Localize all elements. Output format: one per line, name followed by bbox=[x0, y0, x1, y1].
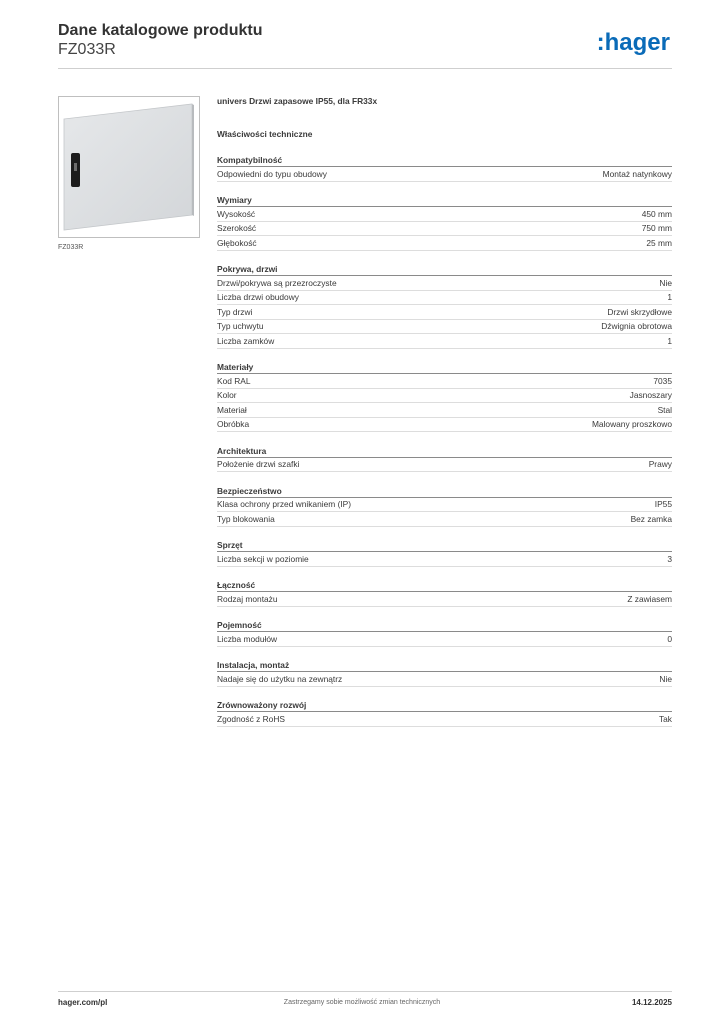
spec-group-title: Wymiary bbox=[217, 194, 672, 207]
spec-value: 3 bbox=[667, 553, 672, 564]
image-caption: FZ033R bbox=[58, 244, 84, 251]
spec-label: Głębokość bbox=[217, 237, 257, 248]
product-code: FZ033R bbox=[58, 41, 116, 58]
spec-row bbox=[217, 305, 672, 320]
spec-group bbox=[217, 619, 672, 647]
spec-label: Szerokość bbox=[217, 223, 257, 234]
spec-value: Z zawiasem bbox=[627, 593, 672, 604]
spec-value: Malowany proszkowo bbox=[591, 419, 672, 430]
spec-label: Typ uchwytu bbox=[217, 321, 264, 332]
spec-label: Rodzaj montażu bbox=[217, 593, 278, 604]
spec-value: Prawy bbox=[648, 459, 672, 470]
spec-value: Jasnoszary bbox=[629, 390, 672, 401]
spec-group bbox=[217, 361, 672, 432]
spec-value: Nie bbox=[659, 673, 672, 684]
spec-group bbox=[217, 579, 672, 607]
spec-row bbox=[217, 403, 672, 418]
footer-date: 14.12.2025 bbox=[631, 998, 672, 1007]
spec-value: Tak bbox=[658, 713, 672, 724]
spec-row bbox=[217, 389, 672, 404]
spec-label: Liczba modułów bbox=[217, 633, 278, 644]
spec-label: Klasa ochrony przed wnikaniem (IP) bbox=[217, 499, 352, 510]
spec-row bbox=[217, 458, 672, 473]
spec-row bbox=[217, 334, 672, 349]
spec-label: Liczba zamków bbox=[217, 335, 275, 346]
footer-website: hager.com/pl bbox=[58, 998, 108, 1007]
spec-value: 1 bbox=[667, 292, 672, 303]
spec-row bbox=[217, 207, 672, 222]
spec-group-title: Sprzęt bbox=[217, 539, 672, 552]
header-divider bbox=[58, 68, 672, 69]
hager-logo bbox=[582, 29, 672, 57]
specs-heading: Właściwości techniczne bbox=[217, 129, 313, 139]
spec-group-title: Architektura bbox=[217, 445, 672, 458]
spec-group-title: Kompatybilność bbox=[217, 154, 672, 167]
product-image bbox=[58, 96, 200, 238]
spec-group bbox=[217, 699, 672, 727]
spec-group bbox=[217, 485, 672, 527]
spec-row bbox=[217, 374, 672, 389]
spec-group bbox=[217, 194, 672, 251]
spec-label: Materiał bbox=[217, 404, 247, 415]
spec-row bbox=[217, 592, 672, 607]
spec-row bbox=[217, 512, 672, 527]
footer-divider bbox=[58, 991, 672, 992]
spec-row bbox=[217, 552, 672, 567]
spec-value: Bez zamka bbox=[630, 513, 672, 524]
specs-section bbox=[217, 96, 672, 739]
spec-label: Wysokość bbox=[217, 208, 256, 219]
spec-label: Zgodność z RoHS bbox=[217, 713, 285, 724]
spec-value: 0 bbox=[667, 633, 672, 644]
spec-group-title: Łączność bbox=[217, 579, 672, 592]
spec-label: Liczba sekcji w poziomie bbox=[217, 553, 309, 564]
spec-group bbox=[217, 539, 672, 567]
spec-value: Stal bbox=[657, 404, 672, 415]
spec-row bbox=[217, 276, 672, 291]
spec-value: 7035 bbox=[653, 375, 672, 386]
spec-value: Montaż natynkowy bbox=[602, 168, 672, 179]
spec-group-title: Bezpieczeństwo bbox=[217, 485, 672, 498]
spec-label: Typ drzwi bbox=[217, 306, 253, 317]
spec-group bbox=[217, 263, 672, 349]
spec-value: IP55 bbox=[654, 499, 672, 510]
spec-row bbox=[217, 632, 672, 647]
spec-row bbox=[217, 236, 672, 251]
spec-group-title: Pojemność bbox=[217, 619, 672, 632]
spec-label: Kolor bbox=[217, 390, 237, 401]
hager-logo-text: :hager bbox=[596, 29, 670, 56]
cabinet-door-icon bbox=[59, 97, 199, 237]
spec-row bbox=[217, 291, 672, 306]
spec-label: Liczba drzwi obudowy bbox=[217, 292, 299, 303]
spec-value: Nie bbox=[659, 277, 672, 288]
spec-label: Nadaje się do użytku na zewnątrz bbox=[217, 673, 343, 684]
spec-label: Obróbka bbox=[217, 419, 250, 430]
spec-label: Kod RAL bbox=[217, 375, 251, 386]
spec-value: 1 bbox=[667, 335, 672, 346]
spec-group bbox=[217, 659, 672, 687]
spec-row bbox=[217, 418, 672, 433]
product-description: univers Drzwi zapasowe IP55, dla FR33x bbox=[217, 96, 378, 106]
spec-value: 450 mm bbox=[641, 208, 672, 219]
spec-group-title: Pokrywa, drzwi bbox=[217, 263, 672, 276]
spec-group-title: Materiały bbox=[217, 361, 672, 374]
spec-row bbox=[217, 222, 672, 237]
spec-label: Typ blokowania bbox=[217, 513, 275, 524]
spec-label: Odpowiedni do typu obudowy bbox=[217, 168, 327, 179]
spec-group-title: Zrównoważony rozwój bbox=[217, 699, 672, 712]
spec-value: 750 mm bbox=[641, 223, 672, 234]
spec-row bbox=[217, 712, 672, 727]
spec-row bbox=[217, 320, 672, 335]
spec-value: 25 mm bbox=[646, 237, 672, 248]
spec-row bbox=[217, 167, 672, 182]
spec-groups bbox=[217, 154, 672, 727]
spec-row bbox=[217, 672, 672, 687]
spec-value: Dźwignia obrotowa bbox=[601, 321, 672, 332]
spec-group-title: Instalacja, montaż bbox=[217, 659, 672, 672]
spec-label: Położenie drzwi szafki bbox=[217, 459, 300, 470]
spec-row bbox=[217, 498, 672, 513]
page-title: Dane katalogowe produktu bbox=[58, 22, 263, 39]
spec-value: Drzwi skrzydłowe bbox=[607, 306, 672, 317]
spec-group bbox=[217, 445, 672, 473]
spec-label: Drzwi/pokrywa są przezroczyste bbox=[217, 277, 337, 288]
spec-group bbox=[217, 154, 672, 182]
footer-disclaimer: Zastrzegamy sobie możliwość zmian technicznych bbox=[283, 999, 441, 1006]
